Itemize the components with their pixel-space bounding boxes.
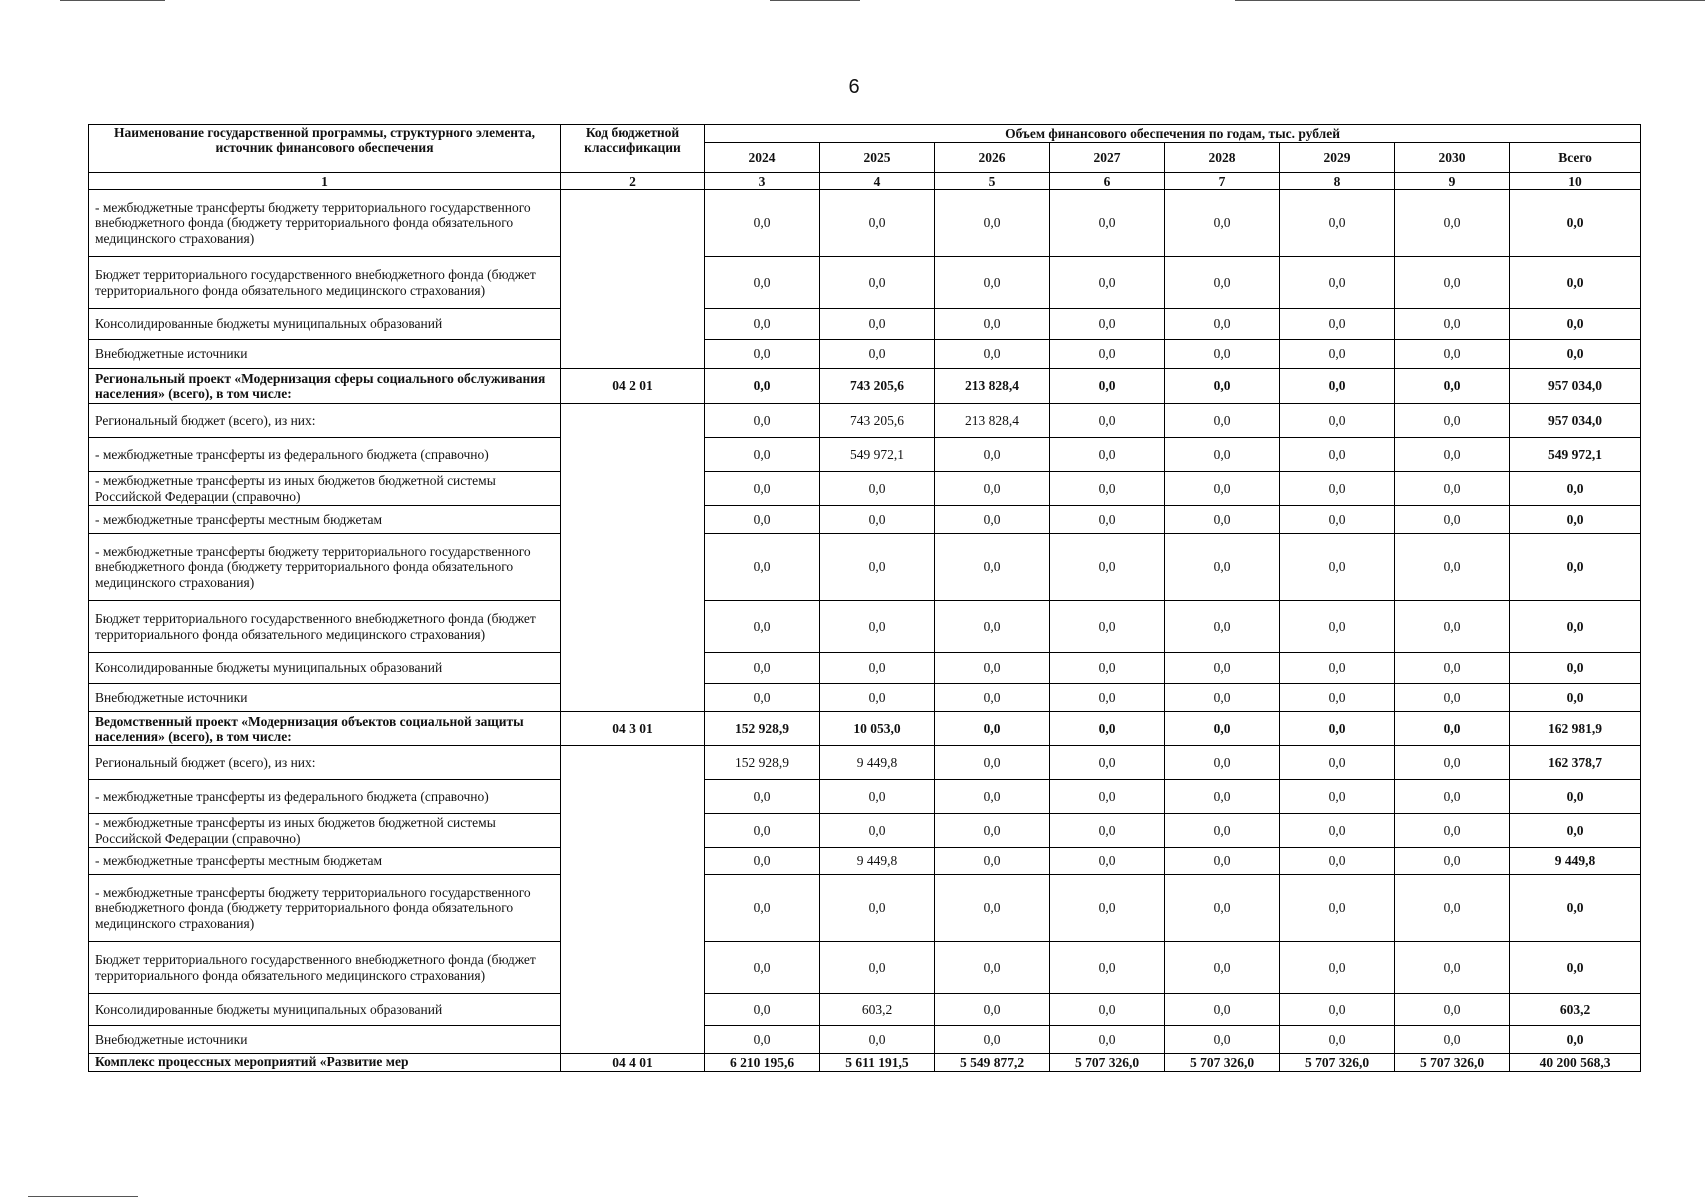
budget-code-cell bbox=[561, 404, 705, 712]
year-value-cell: 0,0 bbox=[935, 746, 1050, 780]
column-number: 8 bbox=[1280, 173, 1395, 190]
year-value-cell: 0,0 bbox=[1165, 534, 1280, 601]
year-value-cell: 0,0 bbox=[935, 472, 1050, 506]
year-value-cell: 0,0 bbox=[820, 472, 935, 506]
row-name-cell: Бюджет территориального государственного внебюджетного фонда (бюджет территориального фонда обязательного медицинского страхования) bbox=[89, 942, 561, 994]
table-row bbox=[89, 1026, 1641, 1054]
row-name-cell: - межбюджетные трансферты бюджету территориального государственного внебюджетного фонда (бюджету территориального фонда обязательного медицинского страхования) bbox=[89, 875, 561, 942]
row-total-cell: 0,0 bbox=[1510, 1026, 1641, 1054]
year-value-cell: 0,0 bbox=[1395, 601, 1510, 653]
year-value-cell: 0,0 bbox=[705, 1026, 820, 1054]
year-value-cell: 0,0 bbox=[820, 309, 935, 340]
table-row bbox=[89, 746, 1641, 780]
table-row bbox=[89, 369, 1641, 404]
year-value-cell: 0,0 bbox=[1165, 404, 1280, 438]
year-value-cell: 0,0 bbox=[1050, 684, 1165, 712]
year-value-cell: 5 707 326,0 bbox=[1395, 1054, 1510, 1072]
year-value-cell: 0,0 bbox=[1395, 994, 1510, 1026]
year-value-cell: 0,0 bbox=[935, 875, 1050, 942]
row-total-cell: 162 981,9 bbox=[1510, 712, 1641, 746]
year-value-cell: 0,0 bbox=[935, 506, 1050, 534]
year-value-cell: 0,0 bbox=[1280, 340, 1395, 369]
year-value-cell: 0,0 bbox=[1165, 848, 1280, 875]
year-value-cell: 0,0 bbox=[1050, 340, 1165, 369]
year-value-cell: 0,0 bbox=[1280, 875, 1395, 942]
column-number: 2 bbox=[561, 173, 705, 190]
year-value-cell: 0,0 bbox=[1280, 1026, 1395, 1054]
column-number: 5 bbox=[935, 173, 1050, 190]
table-row bbox=[89, 404, 1641, 438]
scan-artifact-line bbox=[28, 1196, 138, 1197]
row-name-cell: Консолидированные бюджеты муниципальных образований bbox=[89, 653, 561, 684]
year-value-cell: 0,0 bbox=[1050, 309, 1165, 340]
page-number: 6 bbox=[848, 76, 860, 98]
year-value-cell: 0,0 bbox=[1395, 438, 1510, 472]
year-value-cell: 0,0 bbox=[1280, 404, 1395, 438]
row-name-cell: Консолидированные бюджеты муниципальных образований bbox=[89, 994, 561, 1026]
year-value-cell: 0,0 bbox=[1280, 369, 1395, 404]
header-total: Всего bbox=[1510, 143, 1641, 173]
year-value-cell: 0,0 bbox=[705, 404, 820, 438]
table-row bbox=[89, 309, 1641, 340]
year-value-cell: 0,0 bbox=[935, 340, 1050, 369]
year-value-cell: 0,0 bbox=[820, 875, 935, 942]
year-value-cell: 0,0 bbox=[1280, 601, 1395, 653]
year-value-cell: 0,0 bbox=[1280, 534, 1395, 601]
row-total-cell: 603,2 bbox=[1510, 994, 1641, 1026]
year-value-cell: 0,0 bbox=[1280, 848, 1395, 875]
financing-table bbox=[88, 124, 1641, 1072]
row-name-cell: - межбюджетные трансферты из иных бюджетов бюджетной системы Российской Федерации (справочно) bbox=[89, 472, 561, 506]
table-row bbox=[89, 653, 1641, 684]
year-value-cell: 0,0 bbox=[820, 340, 935, 369]
year-value-cell: 0,0 bbox=[820, 814, 935, 848]
year-value-cell: 0,0 bbox=[820, 942, 935, 994]
row-total-cell: 0,0 bbox=[1510, 653, 1641, 684]
year-value-cell: 0,0 bbox=[1280, 712, 1395, 746]
row-total-cell: 0,0 bbox=[1510, 534, 1641, 601]
year-value-cell: 0,0 bbox=[705, 780, 820, 814]
table-header bbox=[89, 125, 1641, 190]
row-total-cell: 549 972,1 bbox=[1510, 438, 1641, 472]
year-value-cell: 0,0 bbox=[935, 653, 1050, 684]
header-year: 2026 bbox=[935, 143, 1050, 173]
year-value-cell: 0,0 bbox=[705, 942, 820, 994]
header-year: 2027 bbox=[1050, 143, 1165, 173]
year-value-cell: 0,0 bbox=[1280, 257, 1395, 309]
table-row bbox=[89, 257, 1641, 309]
budget-code-cell: 04 4 01 bbox=[561, 1054, 705, 1072]
table-row bbox=[89, 506, 1641, 534]
row-name-cell: Ведомственный проект «Модернизация объектов социальной защиты населения» (всего), в том числе: bbox=[89, 712, 561, 746]
year-value-cell: 0,0 bbox=[1050, 746, 1165, 780]
year-value-cell: 0,0 bbox=[1165, 814, 1280, 848]
year-value-cell: 0,0 bbox=[705, 994, 820, 1026]
year-value-cell: 0,0 bbox=[1050, 942, 1165, 994]
year-value-cell: 0,0 bbox=[1395, 404, 1510, 438]
year-value-cell: 0,0 bbox=[1395, 875, 1510, 942]
scan-artifact-line bbox=[60, 0, 165, 1]
year-value-cell: 0,0 bbox=[935, 814, 1050, 848]
year-value-cell: 0,0 bbox=[705, 534, 820, 601]
year-value-cell: 549 972,1 bbox=[820, 438, 935, 472]
year-value-cell: 0,0 bbox=[1165, 309, 1280, 340]
table-row bbox=[89, 814, 1641, 848]
year-value-cell: 0,0 bbox=[935, 684, 1050, 712]
row-name-cell: Внебюджетные источники bbox=[89, 1026, 561, 1054]
budget-code-cell bbox=[561, 746, 705, 1054]
row-total-cell: 0,0 bbox=[1510, 506, 1641, 534]
year-value-cell: 0,0 bbox=[1280, 309, 1395, 340]
year-value-cell: 152 928,9 bbox=[705, 746, 820, 780]
year-value-cell: 0,0 bbox=[705, 438, 820, 472]
year-value-cell: 0,0 bbox=[1165, 506, 1280, 534]
year-value-cell: 0,0 bbox=[935, 1026, 1050, 1054]
year-value-cell: 0,0 bbox=[1050, 404, 1165, 438]
year-value-cell: 0,0 bbox=[1395, 506, 1510, 534]
year-value-cell: 0,0 bbox=[1395, 712, 1510, 746]
year-value-cell: 10 053,0 bbox=[820, 712, 935, 746]
year-value-cell: 0,0 bbox=[820, 506, 935, 534]
table-row bbox=[89, 472, 1641, 506]
year-value-cell: 0,0 bbox=[1165, 653, 1280, 684]
year-value-cell: 213 828,4 bbox=[935, 369, 1050, 404]
row-total-cell: 0,0 bbox=[1510, 472, 1641, 506]
year-value-cell: 0,0 bbox=[1165, 257, 1280, 309]
column-number: 10 bbox=[1510, 173, 1641, 190]
budget-code-cell bbox=[561, 190, 705, 369]
budget-code-cell: 04 3 01 bbox=[561, 712, 705, 746]
row-total-cell: 9 449,8 bbox=[1510, 848, 1641, 875]
year-value-cell: 0,0 bbox=[1395, 780, 1510, 814]
year-value-cell: 0,0 bbox=[1395, 534, 1510, 601]
year-value-cell: 0,0 bbox=[1165, 1026, 1280, 1054]
year-value-cell: 0,0 bbox=[1280, 506, 1395, 534]
year-value-cell: 0,0 bbox=[1280, 653, 1395, 684]
year-value-cell: 0,0 bbox=[1165, 942, 1280, 994]
year-value-cell: 0,0 bbox=[1280, 190, 1395, 257]
year-value-cell: 0,0 bbox=[935, 190, 1050, 257]
row-name-cell: Региональный бюджет (всего), из них: bbox=[89, 404, 561, 438]
year-value-cell: 0,0 bbox=[705, 190, 820, 257]
year-value-cell: 0,0 bbox=[705, 506, 820, 534]
row-name-cell: - межбюджетные трансферты из иных бюджетов бюджетной системы Российской Федерации (справочно) bbox=[89, 814, 561, 848]
year-value-cell: 5 707 326,0 bbox=[1165, 1054, 1280, 1072]
scan-artifact-line bbox=[770, 0, 860, 1]
year-value-cell: 0,0 bbox=[705, 472, 820, 506]
year-value-cell: 0,0 bbox=[935, 257, 1050, 309]
scan-artifact-line bbox=[1235, 0, 1705, 1]
year-value-cell: 0,0 bbox=[1165, 438, 1280, 472]
table-row bbox=[89, 534, 1641, 601]
year-value-cell: 0,0 bbox=[1280, 472, 1395, 506]
year-value-cell: 0,0 bbox=[820, 534, 935, 601]
row-name-cell: Внебюджетные источники bbox=[89, 340, 561, 369]
row-name-cell: - межбюджетные трансферты из федерального бюджета (справочно) bbox=[89, 438, 561, 472]
header-code-column: Код бюджетной классификации bbox=[561, 125, 705, 173]
year-value-cell: 0,0 bbox=[1395, 369, 1510, 404]
year-value-cell: 0,0 bbox=[1050, 712, 1165, 746]
year-value-cell: 9 449,8 bbox=[820, 848, 935, 875]
year-value-cell: 0,0 bbox=[935, 601, 1050, 653]
year-value-cell: 0,0 bbox=[1395, 1026, 1510, 1054]
year-value-cell: 0,0 bbox=[935, 534, 1050, 601]
year-value-cell: 0,0 bbox=[1050, 190, 1165, 257]
year-value-cell: 0,0 bbox=[935, 309, 1050, 340]
year-value-cell: 0,0 bbox=[705, 257, 820, 309]
header-year: 2024 bbox=[705, 143, 820, 173]
header-years-group: Объем финансового обеспечения по годам, тыс. рублей bbox=[705, 125, 1641, 143]
table-row bbox=[89, 712, 1641, 746]
row-name-cell: - межбюджетные трансферты бюджету территориального государственного внебюджетного фонда (бюджету территориального фонда обязательного медицинского страхования) bbox=[89, 534, 561, 601]
row-total-cell: 40 200 568,3 bbox=[1510, 1054, 1641, 1072]
header-name-column: Наименование государственной программы, структурного элемента, источник финансового обеспечения bbox=[89, 125, 561, 173]
year-value-cell: 0,0 bbox=[820, 780, 935, 814]
year-value-cell: 0,0 bbox=[820, 601, 935, 653]
year-value-cell: 0,0 bbox=[1165, 780, 1280, 814]
column-number: 7 bbox=[1165, 173, 1280, 190]
row-total-cell: 0,0 bbox=[1510, 942, 1641, 994]
year-value-cell: 0,0 bbox=[705, 653, 820, 684]
row-total-cell: 0,0 bbox=[1510, 309, 1641, 340]
year-value-cell: 0,0 bbox=[1050, 472, 1165, 506]
table-row bbox=[89, 942, 1641, 994]
table-row bbox=[89, 340, 1641, 369]
row-total-cell: 957 034,0 bbox=[1510, 404, 1641, 438]
year-value-cell: 0,0 bbox=[935, 438, 1050, 472]
column-number: 4 bbox=[820, 173, 935, 190]
year-value-cell: 0,0 bbox=[1395, 653, 1510, 684]
row-name-cell: Региональный проект «Модернизация сферы социального обслуживания населения» (всего), в том числе: bbox=[89, 369, 561, 404]
table-row bbox=[89, 190, 1641, 257]
year-value-cell: 0,0 bbox=[1165, 472, 1280, 506]
year-value-cell: 0,0 bbox=[1395, 814, 1510, 848]
year-value-cell: 0,0 bbox=[1165, 369, 1280, 404]
year-value-cell: 0,0 bbox=[820, 653, 935, 684]
row-total-cell: 0,0 bbox=[1510, 601, 1641, 653]
year-value-cell: 0,0 bbox=[1050, 257, 1165, 309]
year-value-cell: 152 928,9 bbox=[705, 712, 820, 746]
row-name-cell: Внебюджетные источники bbox=[89, 684, 561, 712]
year-value-cell: 0,0 bbox=[1280, 942, 1395, 994]
year-value-cell: 0,0 bbox=[705, 601, 820, 653]
header-year: 2030 bbox=[1395, 143, 1510, 173]
column-number: 1 bbox=[89, 173, 561, 190]
year-value-cell: 0,0 bbox=[1165, 684, 1280, 712]
year-value-cell: 5 611 191,5 bbox=[820, 1054, 935, 1072]
table-row bbox=[89, 875, 1641, 942]
row-name-cell: Консолидированные бюджеты муниципальных образований bbox=[89, 309, 561, 340]
year-value-cell: 0,0 bbox=[1050, 848, 1165, 875]
year-value-cell: 743 205,6 bbox=[820, 369, 935, 404]
header-year: 2029 bbox=[1280, 143, 1395, 173]
row-name-cell: - межбюджетные трансферты бюджету территориального государственного внебюджетного фонда (бюджету территориального фонда обязательного медицинского страхования) bbox=[89, 190, 561, 257]
year-value-cell: 0,0 bbox=[1395, 746, 1510, 780]
year-value-cell: 0,0 bbox=[705, 340, 820, 369]
table-row bbox=[89, 848, 1641, 875]
year-value-cell: 0,0 bbox=[1280, 814, 1395, 848]
year-value-cell: 0,0 bbox=[1050, 506, 1165, 534]
budget-code-cell: 04 2 01 bbox=[561, 369, 705, 404]
year-value-cell: 0,0 bbox=[820, 257, 935, 309]
year-value-cell: 5 549 877,2 bbox=[935, 1054, 1050, 1072]
year-value-cell: 0,0 bbox=[1050, 814, 1165, 848]
year-value-cell: 0,0 bbox=[705, 875, 820, 942]
year-value-cell: 0,0 bbox=[935, 942, 1050, 994]
year-value-cell: 0,0 bbox=[1280, 994, 1395, 1026]
row-total-cell: 0,0 bbox=[1510, 875, 1641, 942]
year-value-cell: 0,0 bbox=[1395, 684, 1510, 712]
column-number: 3 bbox=[705, 173, 820, 190]
year-value-cell: 5 707 326,0 bbox=[1050, 1054, 1165, 1072]
year-value-cell: 0,0 bbox=[1395, 309, 1510, 340]
year-value-cell: 0,0 bbox=[1050, 653, 1165, 684]
row-name-cell: Бюджет территориального государственного внебюджетного фонда (бюджет территориального фонда обязательного медицинского страхования) bbox=[89, 601, 561, 653]
table-row bbox=[89, 601, 1641, 653]
year-value-cell: 0,0 bbox=[935, 712, 1050, 746]
year-value-cell: 0,0 bbox=[1050, 601, 1165, 653]
year-value-cell: 0,0 bbox=[705, 369, 820, 404]
table-row bbox=[89, 684, 1641, 712]
year-value-cell: 0,0 bbox=[1050, 438, 1165, 472]
row-name-cell: Бюджет территориального государственного внебюджетного фонда (бюджет территориального фонда обязательного медицинского страхования) bbox=[89, 257, 561, 309]
year-value-cell: 0,0 bbox=[935, 848, 1050, 875]
year-value-cell: 213 828,4 bbox=[935, 404, 1050, 438]
row-total-cell: 0,0 bbox=[1510, 190, 1641, 257]
year-value-cell: 0,0 bbox=[1280, 746, 1395, 780]
year-value-cell: 0,0 bbox=[705, 684, 820, 712]
row-total-cell: 0,0 bbox=[1510, 780, 1641, 814]
year-value-cell: 0,0 bbox=[1050, 780, 1165, 814]
row-total-cell: 0,0 bbox=[1510, 340, 1641, 369]
row-total-cell: 0,0 bbox=[1510, 684, 1641, 712]
year-value-cell: 0,0 bbox=[1165, 190, 1280, 257]
header-year: 2025 bbox=[820, 143, 935, 173]
year-value-cell: 0,0 bbox=[1165, 746, 1280, 780]
column-number: 6 bbox=[1050, 173, 1165, 190]
year-value-cell: 0,0 bbox=[1280, 684, 1395, 712]
year-value-cell: 0,0 bbox=[705, 814, 820, 848]
table-body bbox=[89, 190, 1641, 1072]
year-value-cell: 0,0 bbox=[1165, 601, 1280, 653]
header-year: 2028 bbox=[1165, 143, 1280, 173]
table-row bbox=[89, 780, 1641, 814]
row-name-cell: Комплекс процессных мероприятий «Развитие мер bbox=[89, 1054, 561, 1072]
year-value-cell: 0,0 bbox=[1050, 875, 1165, 942]
year-value-cell: 0,0 bbox=[820, 1026, 935, 1054]
year-value-cell: 0,0 bbox=[1165, 994, 1280, 1026]
year-value-cell: 0,0 bbox=[705, 309, 820, 340]
year-value-cell: 0,0 bbox=[1165, 875, 1280, 942]
row-name-cell: - межбюджетные трансферты местным бюджетам bbox=[89, 848, 561, 875]
year-value-cell: 0,0 bbox=[1050, 1026, 1165, 1054]
year-value-cell: 0,0 bbox=[1395, 942, 1510, 994]
year-value-cell: 0,0 bbox=[1165, 712, 1280, 746]
year-value-cell: 0,0 bbox=[1050, 994, 1165, 1026]
year-value-cell: 9 449,8 bbox=[820, 746, 935, 780]
year-value-cell: 603,2 bbox=[820, 994, 935, 1026]
year-value-cell: 0,0 bbox=[1395, 472, 1510, 506]
row-total-cell: 0,0 bbox=[1510, 814, 1641, 848]
row-total-cell: 0,0 bbox=[1510, 257, 1641, 309]
year-value-cell: 6 210 195,6 bbox=[705, 1054, 820, 1072]
year-value-cell: 0,0 bbox=[705, 848, 820, 875]
year-value-cell: 0,0 bbox=[1395, 848, 1510, 875]
year-value-cell: 0,0 bbox=[935, 780, 1050, 814]
table-row bbox=[89, 994, 1641, 1026]
row-name-cell: - межбюджетные трансферты из федерального бюджета (справочно) bbox=[89, 780, 561, 814]
row-name-cell: Региональный бюджет (всего), из них: bbox=[89, 746, 561, 780]
year-value-cell: 0,0 bbox=[1395, 257, 1510, 309]
year-value-cell: 0,0 bbox=[1395, 340, 1510, 369]
year-value-cell: 0,0 bbox=[1050, 369, 1165, 404]
year-value-cell: 0,0 bbox=[820, 684, 935, 712]
row-name-cell: - межбюджетные трансферты местным бюджетам bbox=[89, 506, 561, 534]
year-value-cell: 0,0 bbox=[1165, 340, 1280, 369]
table-row bbox=[89, 1054, 1641, 1072]
year-value-cell: 0,0 bbox=[1050, 534, 1165, 601]
year-value-cell: 743 205,6 bbox=[820, 404, 935, 438]
year-value-cell: 5 707 326,0 bbox=[1280, 1054, 1395, 1072]
row-total-cell: 957 034,0 bbox=[1510, 369, 1641, 404]
year-value-cell: 0,0 bbox=[1280, 438, 1395, 472]
year-value-cell: 0,0 bbox=[1280, 780, 1395, 814]
table-row bbox=[89, 438, 1641, 472]
year-value-cell: 0,0 bbox=[820, 190, 935, 257]
year-value-cell: 0,0 bbox=[935, 994, 1050, 1026]
year-value-cell: 0,0 bbox=[1395, 190, 1510, 257]
column-number: 9 bbox=[1395, 173, 1510, 190]
row-total-cell: 162 378,7 bbox=[1510, 746, 1641, 780]
